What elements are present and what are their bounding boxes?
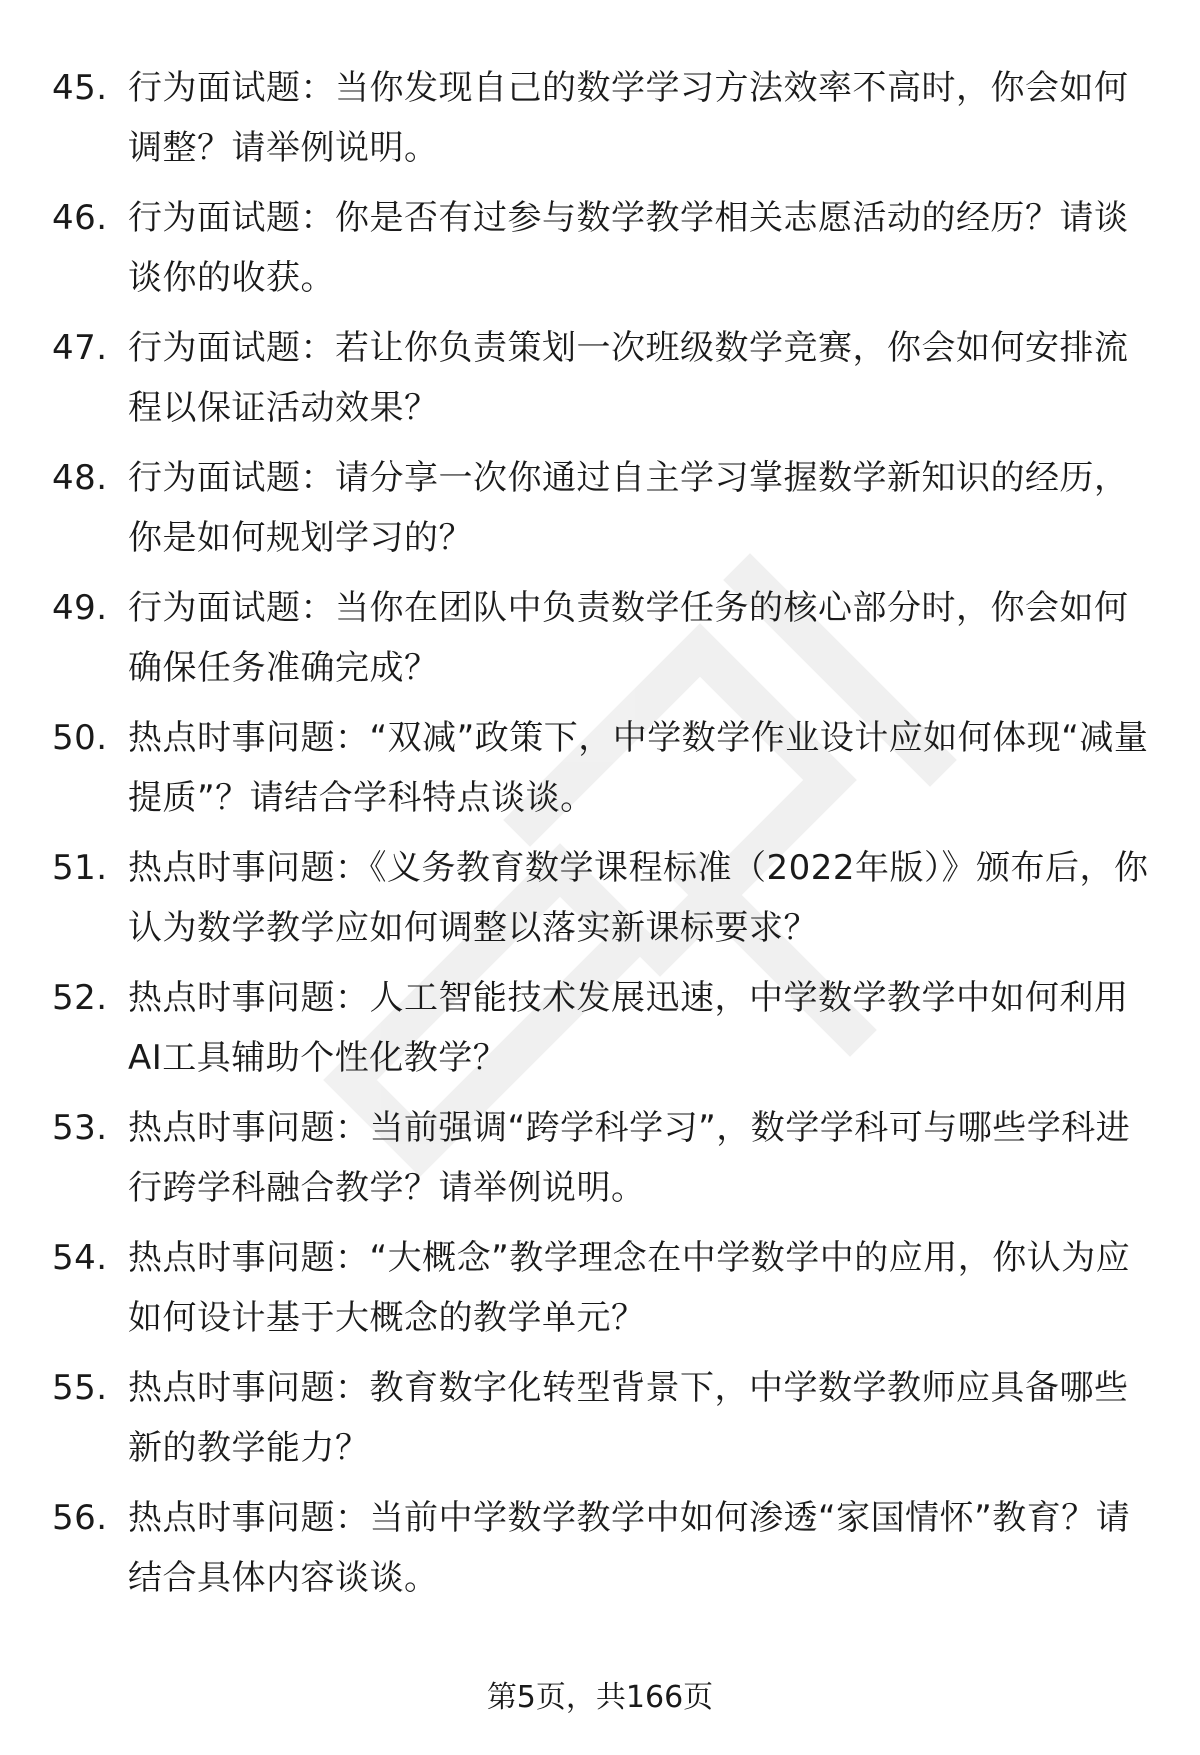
- question-item: [52, 578, 1152, 698]
- question-list: [52, 58, 1152, 1618]
- question-number: 45.: [52, 68, 108, 108]
- question-number: 55.: [52, 1368, 108, 1408]
- question-text: 行为面试题：若让你负责策划一次班级数学竞赛，你会如何安排流程以保证活动效果？: [128, 328, 1129, 428]
- question-text: 行为面试题：当你在团队中负责数学任务的核心部分时，你会如何确保任务准确完成？: [128, 588, 1129, 688]
- question-number: 50.: [52, 718, 108, 758]
- question-text: 行为面试题：当你发现自己的数学学习方法效率不高时，你会如何调整？请举例说明。: [128, 68, 1129, 168]
- question-item: [52, 968, 1152, 1088]
- question-text: 热点时事问题：教育数字化转型背景下，中学数学教师应具备哪些新的教学能力？: [128, 1368, 1129, 1468]
- question-number: 52.: [52, 978, 108, 1018]
- question-number: 47.: [52, 328, 108, 368]
- question-item: [52, 188, 1152, 308]
- question-number: 54.: [52, 1238, 108, 1278]
- page-footer: 第5页，共166页: [486, 1680, 714, 1715]
- question-item: [52, 838, 1152, 958]
- question-item: [52, 1228, 1152, 1348]
- question-number: 46.: [52, 198, 108, 238]
- question-item: [52, 708, 1152, 828]
- question-text: 热点时事问题：当前强调“跨学科学习”，数学学科可与哪些学科进行跨学科融合教学？请举例说明。: [128, 1108, 1131, 1208]
- question-text: 行为面试题：请分享一次你通过自主学习掌握数学新知识的经历，你是如何规划学习的？: [128, 458, 1129, 558]
- question-text: 行为面试题：你是否有过参与数学教学相关志愿活动的经历？请谈谈你的收获。: [128, 198, 1129, 298]
- question-item: [52, 448, 1152, 568]
- question-number: 51.: [52, 848, 108, 888]
- question-number: 49.: [52, 588, 108, 628]
- question-number: 48.: [52, 458, 108, 498]
- question-number: 53.: [52, 1108, 108, 1148]
- question-number: 56.: [52, 1498, 108, 1538]
- question-item: [52, 1358, 1152, 1478]
- question-item: [52, 58, 1152, 178]
- question-text: 热点时事问题：“大概念”教学理念在中学数学中的应用，你认为应如何设计基于大概念的教学单元？: [128, 1238, 1131, 1338]
- question-item: [52, 1098, 1152, 1218]
- question-text: 热点时事问题：“双减”政策下，中学数学作业设计应如何体现“减量提质”？请结合学科特点谈谈。: [128, 718, 1149, 818]
- question-text: 热点时事问题：当前中学数学教学中如何渗透“家国情怀”教育？请结合具体内容谈谈。: [128, 1498, 1131, 1598]
- question-item: [52, 1488, 1152, 1608]
- question-item: [52, 318, 1152, 438]
- question-text: 热点时事问题：人工智能技术发展迅速，中学数学教学中如何利用AI工具辅助个性化教学？: [128, 978, 1129, 1078]
- question-text: 热点时事问题：《义务教育数学课程标准（2022年版）》颁布后，你认为数学教学应如何调整以落实新课标要求？: [128, 848, 1149, 948]
